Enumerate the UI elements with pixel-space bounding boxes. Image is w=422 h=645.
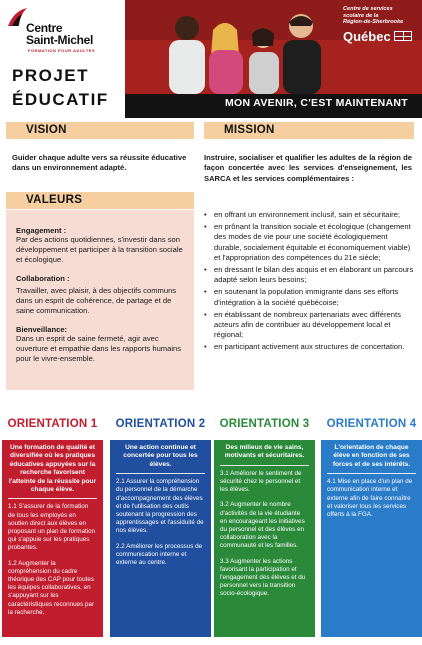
list-item: • en dressant le bilan des acquis et en élaborant un parcours adapté selon leurs besoins;: [204, 265, 414, 286]
list-item: • en participant activement aux structures de concertation.: [204, 342, 414, 352]
quebec-css-logo: [343, 6, 419, 54]
orientation-2-lead: Une action continue et concertée pour tous les élèves.: [123, 444, 198, 468]
orientation-3-title: ORIENTATION 3: [214, 411, 315, 440]
valeur-title: Bienveillance:: [16, 325, 68, 334]
valeur-title: Collaboration :: [16, 274, 70, 283]
css-line1: Centre de services: [343, 6, 393, 12]
orientation-1-lead: Une formation de qualité et diversifiée où les pratiques éducatives appuyées sur la recherche favorisent l'atteinte de la réussite pour chaque élève.: [8, 444, 97, 494]
banner-slogan: MON AVENIR, C'EST MAINTENANT: [225, 97, 408, 109]
divider: [220, 465, 309, 466]
valeur-text: Travailler, avec plaisir, à des objectifs communs dans un esprit de cohérence, de partage et de saine communication.: [16, 286, 177, 315]
valeurs-heading: VALEURS: [6, 192, 194, 209]
divider: [116, 473, 205, 474]
valeur-title: Engagement :: [16, 226, 67, 235]
mission-heading: MISSION: [204, 122, 414, 139]
valeur-text: Dans un esprit de saine fermeté, agir avec ouverture et empathie dans les rapports humains pour le vivre-ensemble.: [16, 334, 182, 363]
quebec-wordmark: Québec: [343, 28, 391, 44]
vision-text: Guider chaque adulte vers sa réussite éducative dans un environnement adapté.: [12, 153, 187, 172]
orientation-point: 1.2 Augmenter la compréhension du cadre théorique des CAP pour toutes les équipes collaboratives, en s'appuyant sur les caractéristiques reconnues par la recherche.: [8, 559, 95, 616]
bird-icon: [6, 6, 28, 28]
title-line1: PROJET: [12, 66, 90, 85]
orientation-point: 2.1 Assurer la compréhension du personnel de la démarche d'accompagnement des élèves et de l'utilisation des outils soutenant la progression des apprentissages et l'assiduité de nos élèves.: [116, 478, 204, 535]
mission-list: [204, 210, 414, 354]
fleur-de-lys-flag-icon: [394, 31, 412, 41]
orientation-point: 3.1 Améliorer le sentiment de sécurité chez le personnel et les élèves.: [220, 469, 302, 494]
orientation-4-title: ORIENTATION 4: [321, 411, 422, 440]
orientation-2-title: ORIENTATION 2: [110, 411, 211, 440]
list-item: • en établissant de nombreux partenariats avec différents acteurs afin de contribuer au développement local et régional;: [204, 310, 414, 341]
orientation-1-title: ORIENTATION 1: [2, 411, 103, 440]
logo-tagline: FORMATION POUR ADULTES: [28, 48, 96, 53]
logo-line2: Saint-Michel: [26, 33, 94, 47]
orientation-point: 2.2 Améliorer les processus de communication interne et externe au centre.: [116, 542, 203, 567]
list-item: • en soutenant la population immigrante dans ses efforts d'intégration à la société québécoise;: [204, 287, 414, 308]
orientation-4-lead: L'orientation de chaque élève en fonction de ses forces et de ses intérêts.: [332, 444, 411, 468]
divider: [327, 473, 416, 474]
logo-line1: Centre: [26, 21, 63, 35]
students-photo: [125, 0, 422, 118]
valeur-text: Par des actions quotidiennes, s'investir dans son développement et participer à la transition sociale et écologique.: [16, 235, 183, 264]
orientation-3-lead: Des milieux de vie sains, motivants et sécuritaires.: [224, 444, 305, 460]
list-item: • en prônant la transition sociale et écologique (changement des modes de vie pour une société écologiquement durable, socialement équitable et économiquement viable) et l'appropriation des compétences du 21e siècle;: [204, 222, 414, 264]
css-line3: Région-de-Sherbrooke: [343, 19, 404, 25]
divider: [8, 498, 97, 499]
valeurs-panel: [6, 210, 194, 390]
list-item: • en offrant un environnement inclusif, sain et sécuritaire;: [204, 210, 414, 220]
orientation-1-card: [2, 411, 103, 637]
orientation-2-card: [110, 411, 211, 637]
orientation-point: 3.3 Augmenter les actions favorisant la participation et l'engagement des élèves et du personnel vers la transition socio-écologique.: [220, 557, 306, 598]
orientation-point: 4.1 Mise en place d'un plan de communication interne et externe afin de faire connaître et valoriser tous les services offerts à la FGA.: [327, 478, 413, 519]
orientation-point: 3.2 Augmenter le nombre d'activités de la vie étudiante en encourageant les initiatives du personnel et des élèves en collaboration avec la communauté et les familles.: [220, 501, 305, 550]
centre-saint-michel-logo: [6, 4, 98, 60]
orientation-point: 1.1 S'assurer de la formation de tous les employés en soutien direct aux élèves en proposant un plan de formation qui s'appuie sur les pratiques probantes.: [8, 503, 96, 552]
vision-heading: VISION: [6, 122, 194, 139]
orientation-3-card: [214, 411, 315, 637]
css-line2: scolaire de la: [343, 12, 379, 19]
header: [0, 0, 422, 118]
title-line2: ÉDUCATIF: [12, 90, 109, 109]
orientation-4-card: [321, 411, 422, 637]
mission-intro: Instruire, socialiser et qualifier les adultes de la région de façon concertée avec les services d'enseignement, les SARCA et les services complémentaires :: [204, 153, 412, 183]
